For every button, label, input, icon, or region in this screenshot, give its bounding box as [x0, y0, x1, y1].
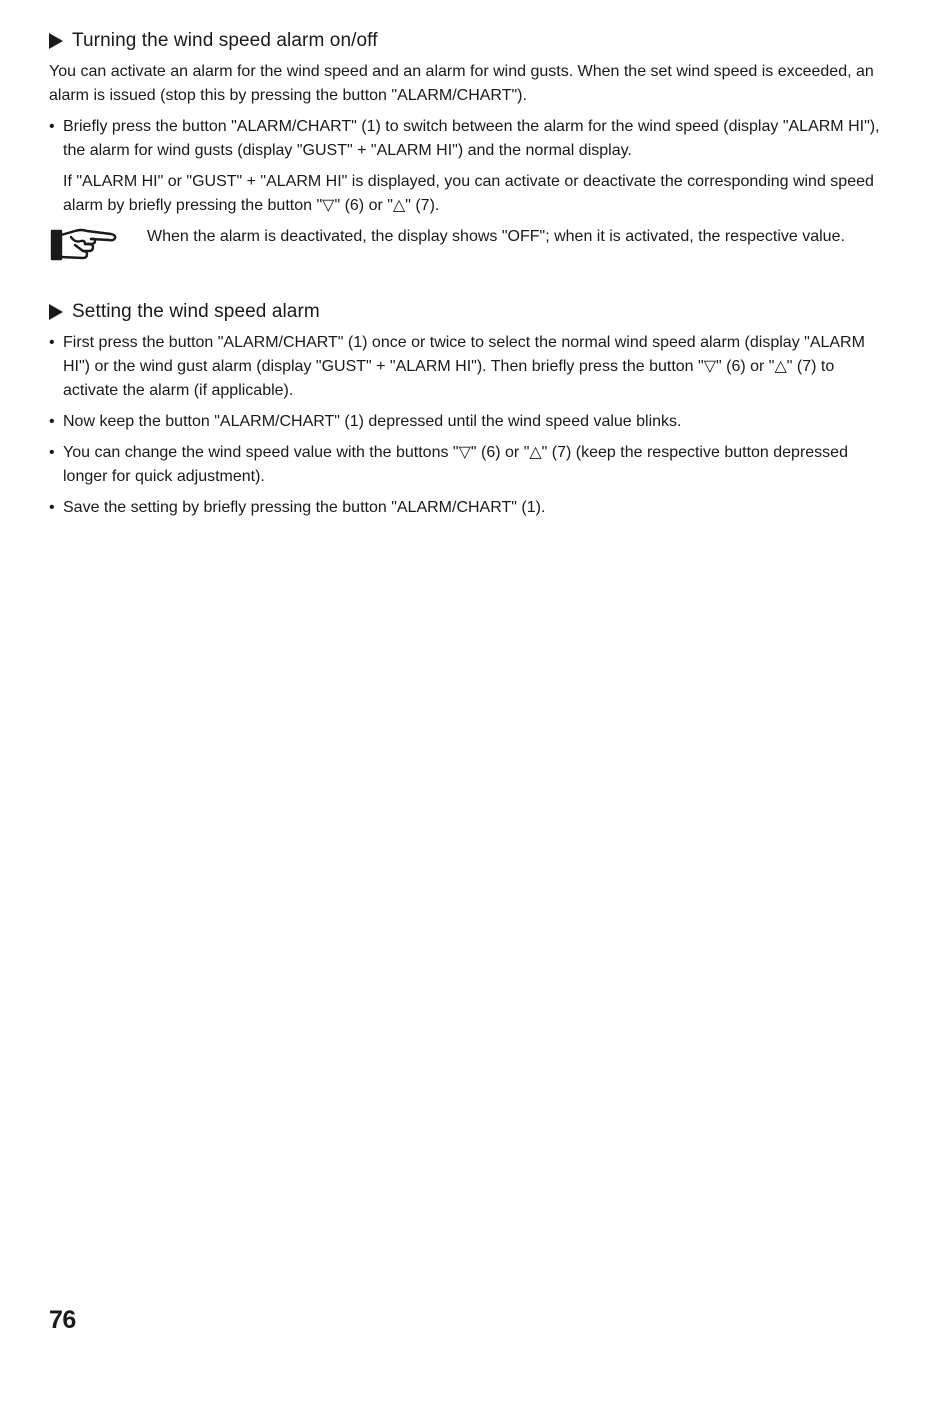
- list-item-text: Briefly press the button "ALARM/CHART" (1) to switch between the alarm for the wind speed (display "ALARM HI"), the alarm for wind gusts (display "GUST" + "ALARM HI") and the normal display.: [63, 118, 880, 159]
- list-item-text: You can change the wind speed value with the buttons "▽" (6) or "△" (7) (keep the respective button depressed longer for quick adjustment).: [63, 444, 848, 485]
- pointing-hand-icon: [49, 225, 147, 265]
- bullet-marker: •: [49, 444, 55, 461]
- intro-paragraph: You can activate an alarm for the wind speed and an alarm for wind gusts. When the set wind speed is exceeded, an alarm is issued (stop this by pressing the button "ALARM/CHART").: [49, 63, 874, 104]
- bullet-marker: •: [49, 499, 55, 516]
- bullet-marker: •: [49, 334, 55, 351]
- manual-page: [49, 30, 887, 527]
- list-item-text: Now keep the button "ALARM/CHART" (1) depressed until the wind speed value blinks.: [63, 413, 682, 430]
- bullet-marker: •: [49, 118, 55, 135]
- continuation-paragraph: If "ALARM HI" or "GUST" + "ALARM HI" is displayed, you can activate or deactivate the corresponding wind speed alarm by briefly pressing the button "▽" (6) or "△" (7).: [63, 173, 874, 214]
- list-item-text: First press the button "ALARM/CHART" (1) once or twice to select the normal wind speed alarm (display "ALARM HI") or the wind gust alarm (display "GUST" + "ALARM HI"). Then briefly press the button "▽" (6) or "△" (7) to activate the alarm (if applicable).: [63, 334, 865, 399]
- note-box: [49, 225, 887, 265]
- note-text: When the alarm is deactivated, the display shows "OFF"; when it is activated, the respective value.: [147, 228, 845, 245]
- section-alarm-on-off: [49, 30, 887, 265]
- list-item: [49, 496, 887, 520]
- section-heading: [49, 30, 887, 52]
- triangle-right-icon: [49, 33, 63, 49]
- list-item: [49, 410, 887, 434]
- list-item-text: Save the setting by briefly pressing the button "ALARM/CHART" (1).: [63, 499, 546, 516]
- bullet-marker: •: [49, 413, 55, 430]
- list-item: [49, 115, 887, 163]
- triangle-right-icon: [49, 304, 63, 320]
- section-heading-text: Turning the wind speed alarm on/off: [72, 30, 378, 51]
- section-setting-alarm: [49, 301, 887, 520]
- section-heading: [49, 301, 887, 323]
- list-item: [49, 331, 887, 403]
- page-number: 76: [49, 1306, 76, 1334]
- list-item: [49, 441, 887, 489]
- section-heading-text: Setting the wind speed alarm: [72, 301, 320, 322]
